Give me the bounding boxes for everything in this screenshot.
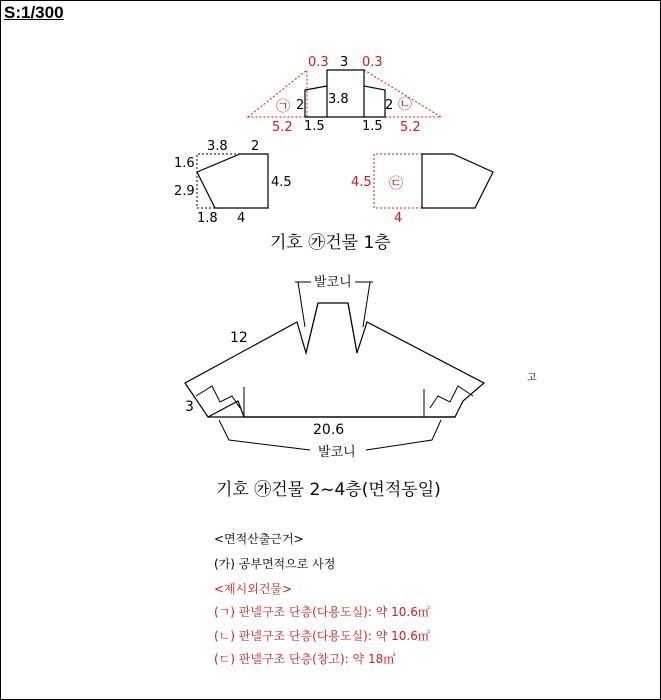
dim-right-offset: 0.3: [362, 55, 383, 70]
floor1-right-group: [351, 154, 493, 226]
dim-top-width: 3: [340, 55, 349, 70]
notes-item: (ㄷ) 판넬구조 단층(창고): 약 18㎡: [214, 652, 396, 666]
balcony-bottom-leader: [219, 420, 310, 450]
dim-floor1-right: 4.5: [271, 175, 292, 190]
floor1-main-plan: [174, 139, 292, 226]
dim-extra-c-width: 4: [394, 211, 403, 226]
floor1-caption: 기호 ㉮건물 1층: [270, 233, 391, 253]
floor2-inner-line: [306, 303, 318, 353]
dim-floor2-side: 3: [185, 399, 194, 415]
notes-item: (ㄱ) 판넬구조 단층(다용도실): 약 10.6㎡: [214, 605, 430, 619]
dim-right-wing-height: 2: [385, 98, 394, 113]
dim-floor1-left-lower: 2.9: [174, 184, 195, 199]
floor2-main-outline: [185, 303, 484, 417]
floor2-inner-line: [348, 303, 357, 353]
dim-floor1-top-right: 2: [251, 139, 260, 154]
scale-label: S:1/300: [4, 3, 64, 22]
floor2-plan: [185, 274, 484, 460]
mark-extra-b: ㉡: [398, 97, 412, 113]
floor1-main-outline: [197, 154, 268, 208]
side-note: 고: [527, 373, 537, 384]
dim-floor2-base: 20.6: [313, 422, 345, 438]
dim-floor2-slant: 12: [230, 330, 248, 346]
dim-left-wing-height: 2: [296, 98, 305, 113]
dim-left-base: 5.2: [272, 120, 293, 135]
notes-item: (ㄴ) 판넬구조 단층(다용도실): 약 10.6㎡: [214, 629, 430, 643]
dim-left-inner: 1.5: [304, 119, 325, 134]
dim-floor1-bottom: 4: [237, 211, 246, 226]
balcony-top-leader: [363, 282, 373, 327]
dim-extra-c-height: 4.5: [351, 175, 372, 190]
mark-extra-a: ㉠: [276, 99, 290, 115]
dim-right-base: 5.2: [400, 120, 421, 135]
main-building-right-outline: [422, 154, 493, 208]
floor1-top-group: [248, 55, 441, 135]
floor2-left-notch: [196, 386, 240, 408]
floor2-right-notch: [430, 386, 473, 408]
notes-excluded-title: <제시외건물>: [214, 582, 293, 596]
mark-extra-c: ㉢: [389, 176, 403, 192]
floor2-caption: 기호 ㉮건물 2~4층(면적동일): [216, 480, 441, 500]
dim-center-height: 3.8: [328, 92, 349, 107]
dim-left-offset: 0.3: [308, 55, 329, 70]
dim-floor1-bottom-left: 1.8: [197, 211, 218, 226]
dim-floor1-left-upper: 1.6: [174, 156, 195, 171]
balcony-bottom-leader: [366, 420, 441, 450]
notes-basis-title: <면적산출근거>: [214, 532, 304, 546]
dim-floor1-top: 3.8: [207, 139, 228, 154]
balcony-top-leader: [295, 282, 305, 327]
balcony-top-label: 발코니: [314, 275, 352, 290]
balcony-bottom-label: 발코니: [318, 445, 356, 460]
notes-basis-line: (가) 공부면적으로 사정: [214, 557, 336, 571]
dim-right-inner: 1.5: [362, 119, 383, 134]
